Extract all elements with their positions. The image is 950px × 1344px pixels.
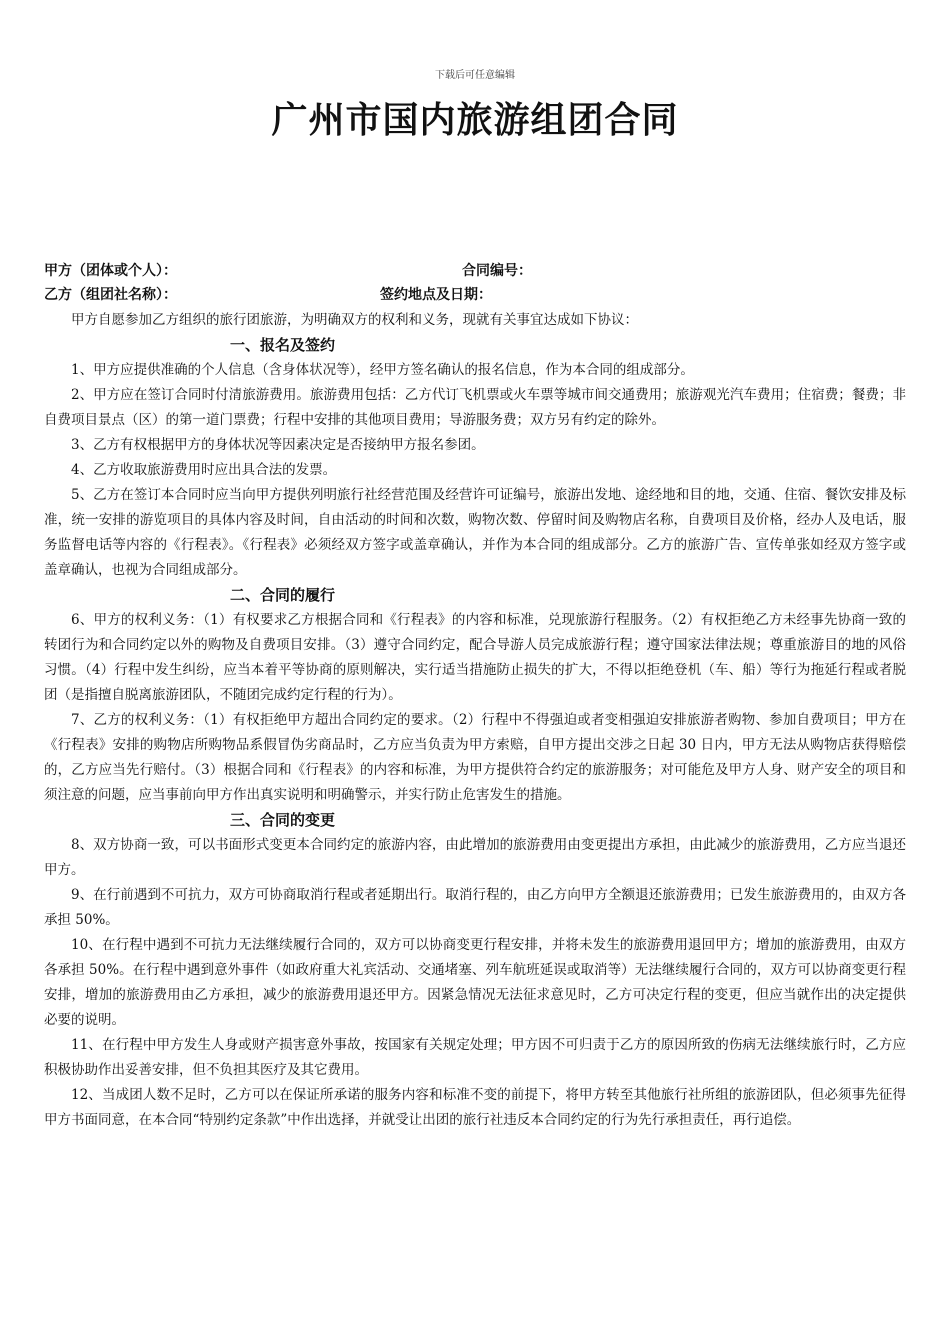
document-title: 广州市国内旅游组团合同 xyxy=(271,100,679,141)
intro-paragraph: 甲方自愿参加乙方组织的旅行团旅游，为明确双方的权利和义务，现就有关事宜达成如下协议： xyxy=(71,312,638,328)
party-a-label: 甲方（团体或个人）： xyxy=(44,263,177,279)
clause-paragraph: 11、在行程中甲方发生人身或财产损害意外事故，按国家有关规定处理；甲方因不可归责于乙方的原因所致的伤病无法继续旅行时，乙方应积极协助作出妥善安排，但不负担其医疗及其它费用。 xyxy=(44,1037,906,1078)
contract-number-label: 合同编号： xyxy=(462,263,532,279)
section-heading: 二、合同的履行 xyxy=(230,586,336,604)
clause-paragraph: 7、乙方的权利义务：（1）有权拒绝甲方超出合同约定的要求。（2）行程中不得强迫或者变相强迫安排旅游者购物、参加自费项目；甲方在《行程表》安排的购物店所购物品系假冒伪劣商品时，乙方应当负责为甲方索赔，自甲方提出交涉之日起 30 日内，甲方无法从购物店获得赔偿的，乙方应当先行赔付。（3）根据合同和《行程表》的内容和标准，为甲方提供符合约定的旅游服务；对可能危及甲方人身、财产安全的项目和须注意的问题，应当事前向甲方作出真实说明和明确警示，并实行防止危害发生的措施。 xyxy=(44,712,906,803)
section-heading: 一、报名及签约 xyxy=(230,336,336,354)
clause-paragraph: 1、甲方应提供准确的个人信息（含身体状况等），经甲方签名确认的报名信息，作为本合同的组成部分。 xyxy=(71,362,694,378)
clause-paragraph: 5、乙方在签订本合同时应当向甲方提供列明旅行社经营范围及经营许可证编号，旅游出发地、途经地和目的地，交通、住宿、餐饮安排及标准，统一安排的游览项目的具体内容及时间，自由活动的时间和次数，购物次数、停留时间及购物店名称，自费项目及价格，经办人及电话，服务监督电话等内容的《行程表》。《行程表》必须经双方签字或盖章确认，并作为本合同的组成部分。乙方的旅游广告、宣传单张如经双方签字或盖章确认，也视为合同组成部分。 xyxy=(44,487,906,578)
clause-paragraph: 10、在行程中遇到不可抗力无法继续履行合同的，双方可以协商变更行程安排，并将未发生的旅游费用退回甲方；增加的旅游费用，由双方各承担 50%。在行程中遇到意外事件（如政府重大礼宾活动、交通堵塞、列车航班延误或取消等）无法继续履行合同的，双方可以协商变更行程安排，增加的旅游费用由乙方承担，减少的旅游费用退还甲方。因紧急情况无法征求意见时，乙方可决定行程的变更，但应当就作出的决定提供必要的说明。 xyxy=(44,937,906,1028)
clause-paragraph: 8、双方协商一致，可以书面形式变更本合同约定的旅游内容，由此增加的旅游费用由变更提出方承担，由此减少的旅游费用，乙方应当退还甲方。 xyxy=(44,837,906,878)
header-note: 下载后可任意编辑 xyxy=(435,70,515,81)
contract-body xyxy=(44,308,906,1133)
clause-paragraph: 9、在行前遇到不可抗力，双方可协商取消行程或者延期出行。取消行程的，由乙方向甲方全额退还旅游费用；已发生旅游费用的，由双方各承担 50%。 xyxy=(44,887,906,928)
clause-paragraph: 6、甲方的权利义务：（1）有权要求乙方根据合同和《行程表》的内容和标准，兑现旅游行程服务。（2）有权拒绝乙方未经事先协商一致的转团行为和合同约定以外的购物及自费项目安排。（3）遵守合同约定，配合导游人员完成旅游行程；遵守国家法律法规；尊重旅游目的地的风俗习惯。（4）行程中发生纠纷，应当本着平等协商的原则解决，实行适当措施防止损失的扩大，不得以拒绝登机（车、船）等行为拖延行程或者脱团（是指擅自脱离旅游团队，不随团完成约定行程的行为）。 xyxy=(44,612,906,703)
clause-paragraph: 12、当成团人数不足时，乙方可以在保证所承诺的服务内容和标准不变的前提下，将甲方转至其他旅行社所组的旅游团队，但必须事先征得甲方书面同意，在本合同“特别约定条款”中作出选择，并就受让出团的旅行社违反本合同约定的行为先行承担责任，再行追偿。 xyxy=(44,1087,906,1128)
party-b-label: 乙方（组团社名称）： xyxy=(44,287,177,303)
sign-place-date-label: 签约地点及日期： xyxy=(380,287,492,303)
clause-paragraph: 2、甲方应在签订合同时付清旅游费用。旅游费用包括：乙方代订飞机票或火车票等城市间交通费用；旅游观光汽车费用；住宿费；餐费；非自费项目景点（区）的第一道门票费；行程中安排的其他项目费用；导游服务费；双方另有约定的除外。 xyxy=(44,387,906,428)
section-heading: 三、合同的变更 xyxy=(230,811,336,829)
clause-paragraph: 4、乙方收取旅游费用时应出具合法的发票。 xyxy=(71,462,337,478)
clause-paragraph: 3、乙方有权根据甲方的身体状况等因素决定是否接纳甲方报名参团。 xyxy=(71,437,485,453)
